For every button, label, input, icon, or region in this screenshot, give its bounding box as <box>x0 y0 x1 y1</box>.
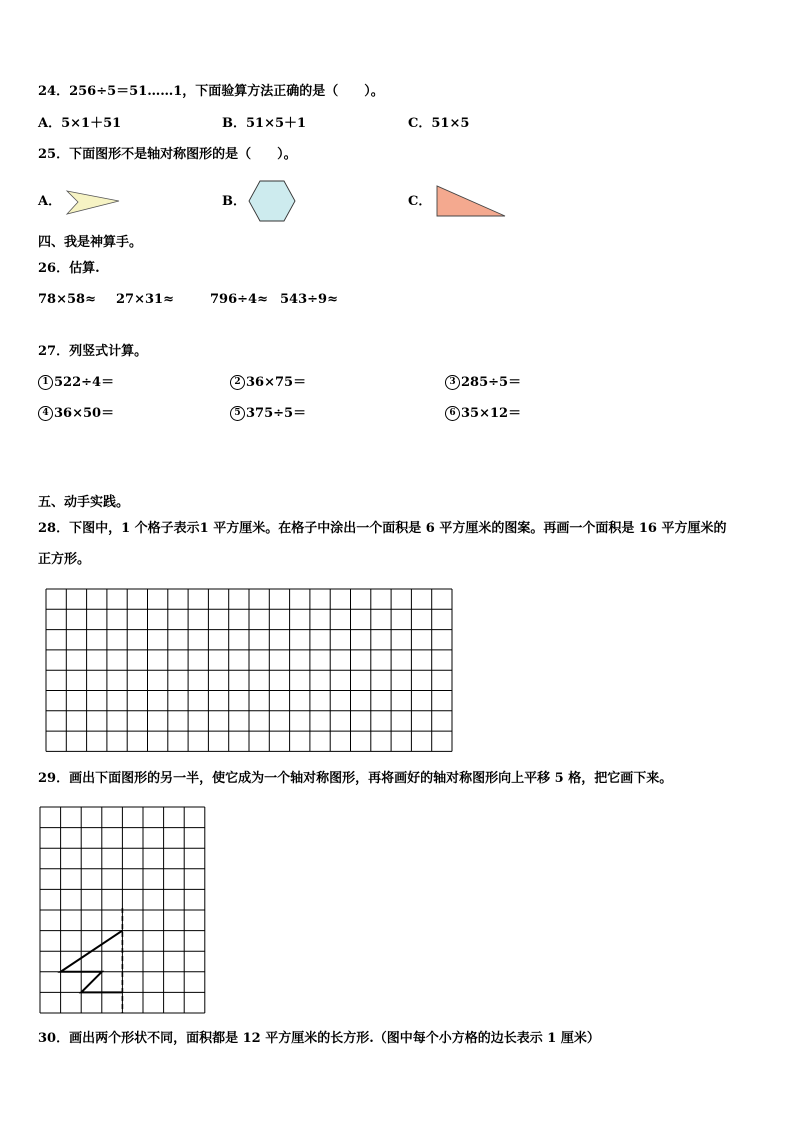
q25-option-a: A． <box>38 194 62 209</box>
q27-item-3 <box>445 375 521 391</box>
q27-item-3-expr: 285÷5＝ <box>461 375 522 390</box>
q27-stem: 27．列竖式计算。 <box>38 344 148 359</box>
q27-item-5-expr: 375÷5＝ <box>246 406 307 421</box>
section-5-title: 五、动手实践。 <box>38 495 130 510</box>
q27-item-2-expr: 36×75＝ <box>246 375 307 390</box>
q27-item-5 <box>230 406 306 422</box>
q28-square-grid[interactable] <box>45 588 453 750</box>
q26-item-2: 27×31≈ <box>116 292 174 307</box>
circled-number-1: 1 <box>38 375 53 390</box>
circled-number-6: 6 <box>445 406 460 421</box>
q24-stem: 24．256÷5＝51……1，下面验算方法正确的是（ ）。 <box>38 84 384 99</box>
q30-stem: 30．画出两个形状不同，面积都是 12 平方厘米的长方形.（图中每个小方格的边长表示 1 厘米） <box>38 1031 600 1046</box>
circled-number-4: 4 <box>38 406 53 421</box>
q26-item-4: 543÷9≈ <box>280 292 338 307</box>
q28-stem-line-2: 正方形。 <box>38 552 91 567</box>
q24-option-b: B．51×5＋1 <box>222 116 307 131</box>
q27-item-6-expr: 35×12＝ <box>461 406 522 421</box>
q29-square-grid[interactable] <box>38 805 208 1017</box>
q27-item-1 <box>38 375 114 391</box>
q26-stem: 26．估算. <box>38 261 100 276</box>
q27-item-4-expr: 36×50＝ <box>54 406 115 421</box>
q27-item-4 <box>38 406 114 422</box>
arrow-shape-figure <box>66 188 122 216</box>
q25-stem: 25．下面图形不是轴对称图形的是（ ）。 <box>38 147 297 162</box>
circled-number-2: 2 <box>230 375 245 390</box>
q27-item-1-expr: 522÷4＝ <box>54 375 115 390</box>
right-triangle-figure <box>436 185 508 219</box>
q26-item-3: 796÷4≈ <box>210 292 268 307</box>
section-4-title: 四、我是神算手。 <box>38 235 143 250</box>
q26-item-1: 78×58≈ <box>38 292 96 307</box>
circled-number-5: 5 <box>230 406 245 421</box>
q29-stem: 29．画出下面图形的另一半，使它成为一个轴对称图形，再将画好的轴对称图形向上平移 5 格，把它画下来。 <box>38 771 673 786</box>
q25-option-c: C． <box>408 194 432 209</box>
half-figure-outline <box>61 931 123 993</box>
hexagon-figure <box>248 180 298 224</box>
circled-number-3: 3 <box>445 375 460 390</box>
q24-option-c: C．51×5 <box>408 116 470 131</box>
q27-item-2 <box>230 375 306 391</box>
q24-option-a: A．5×1＋51 <box>38 116 122 131</box>
q25-option-b: B． <box>222 194 246 209</box>
q27-item-6 <box>445 406 521 422</box>
q28-stem-line-1: 28．下图中，1 个格子表示1 平方厘米。在格子中涂出一个面积是 6 平方厘米的图案。再画一个面积是 16 平方厘米的 <box>38 521 727 536</box>
